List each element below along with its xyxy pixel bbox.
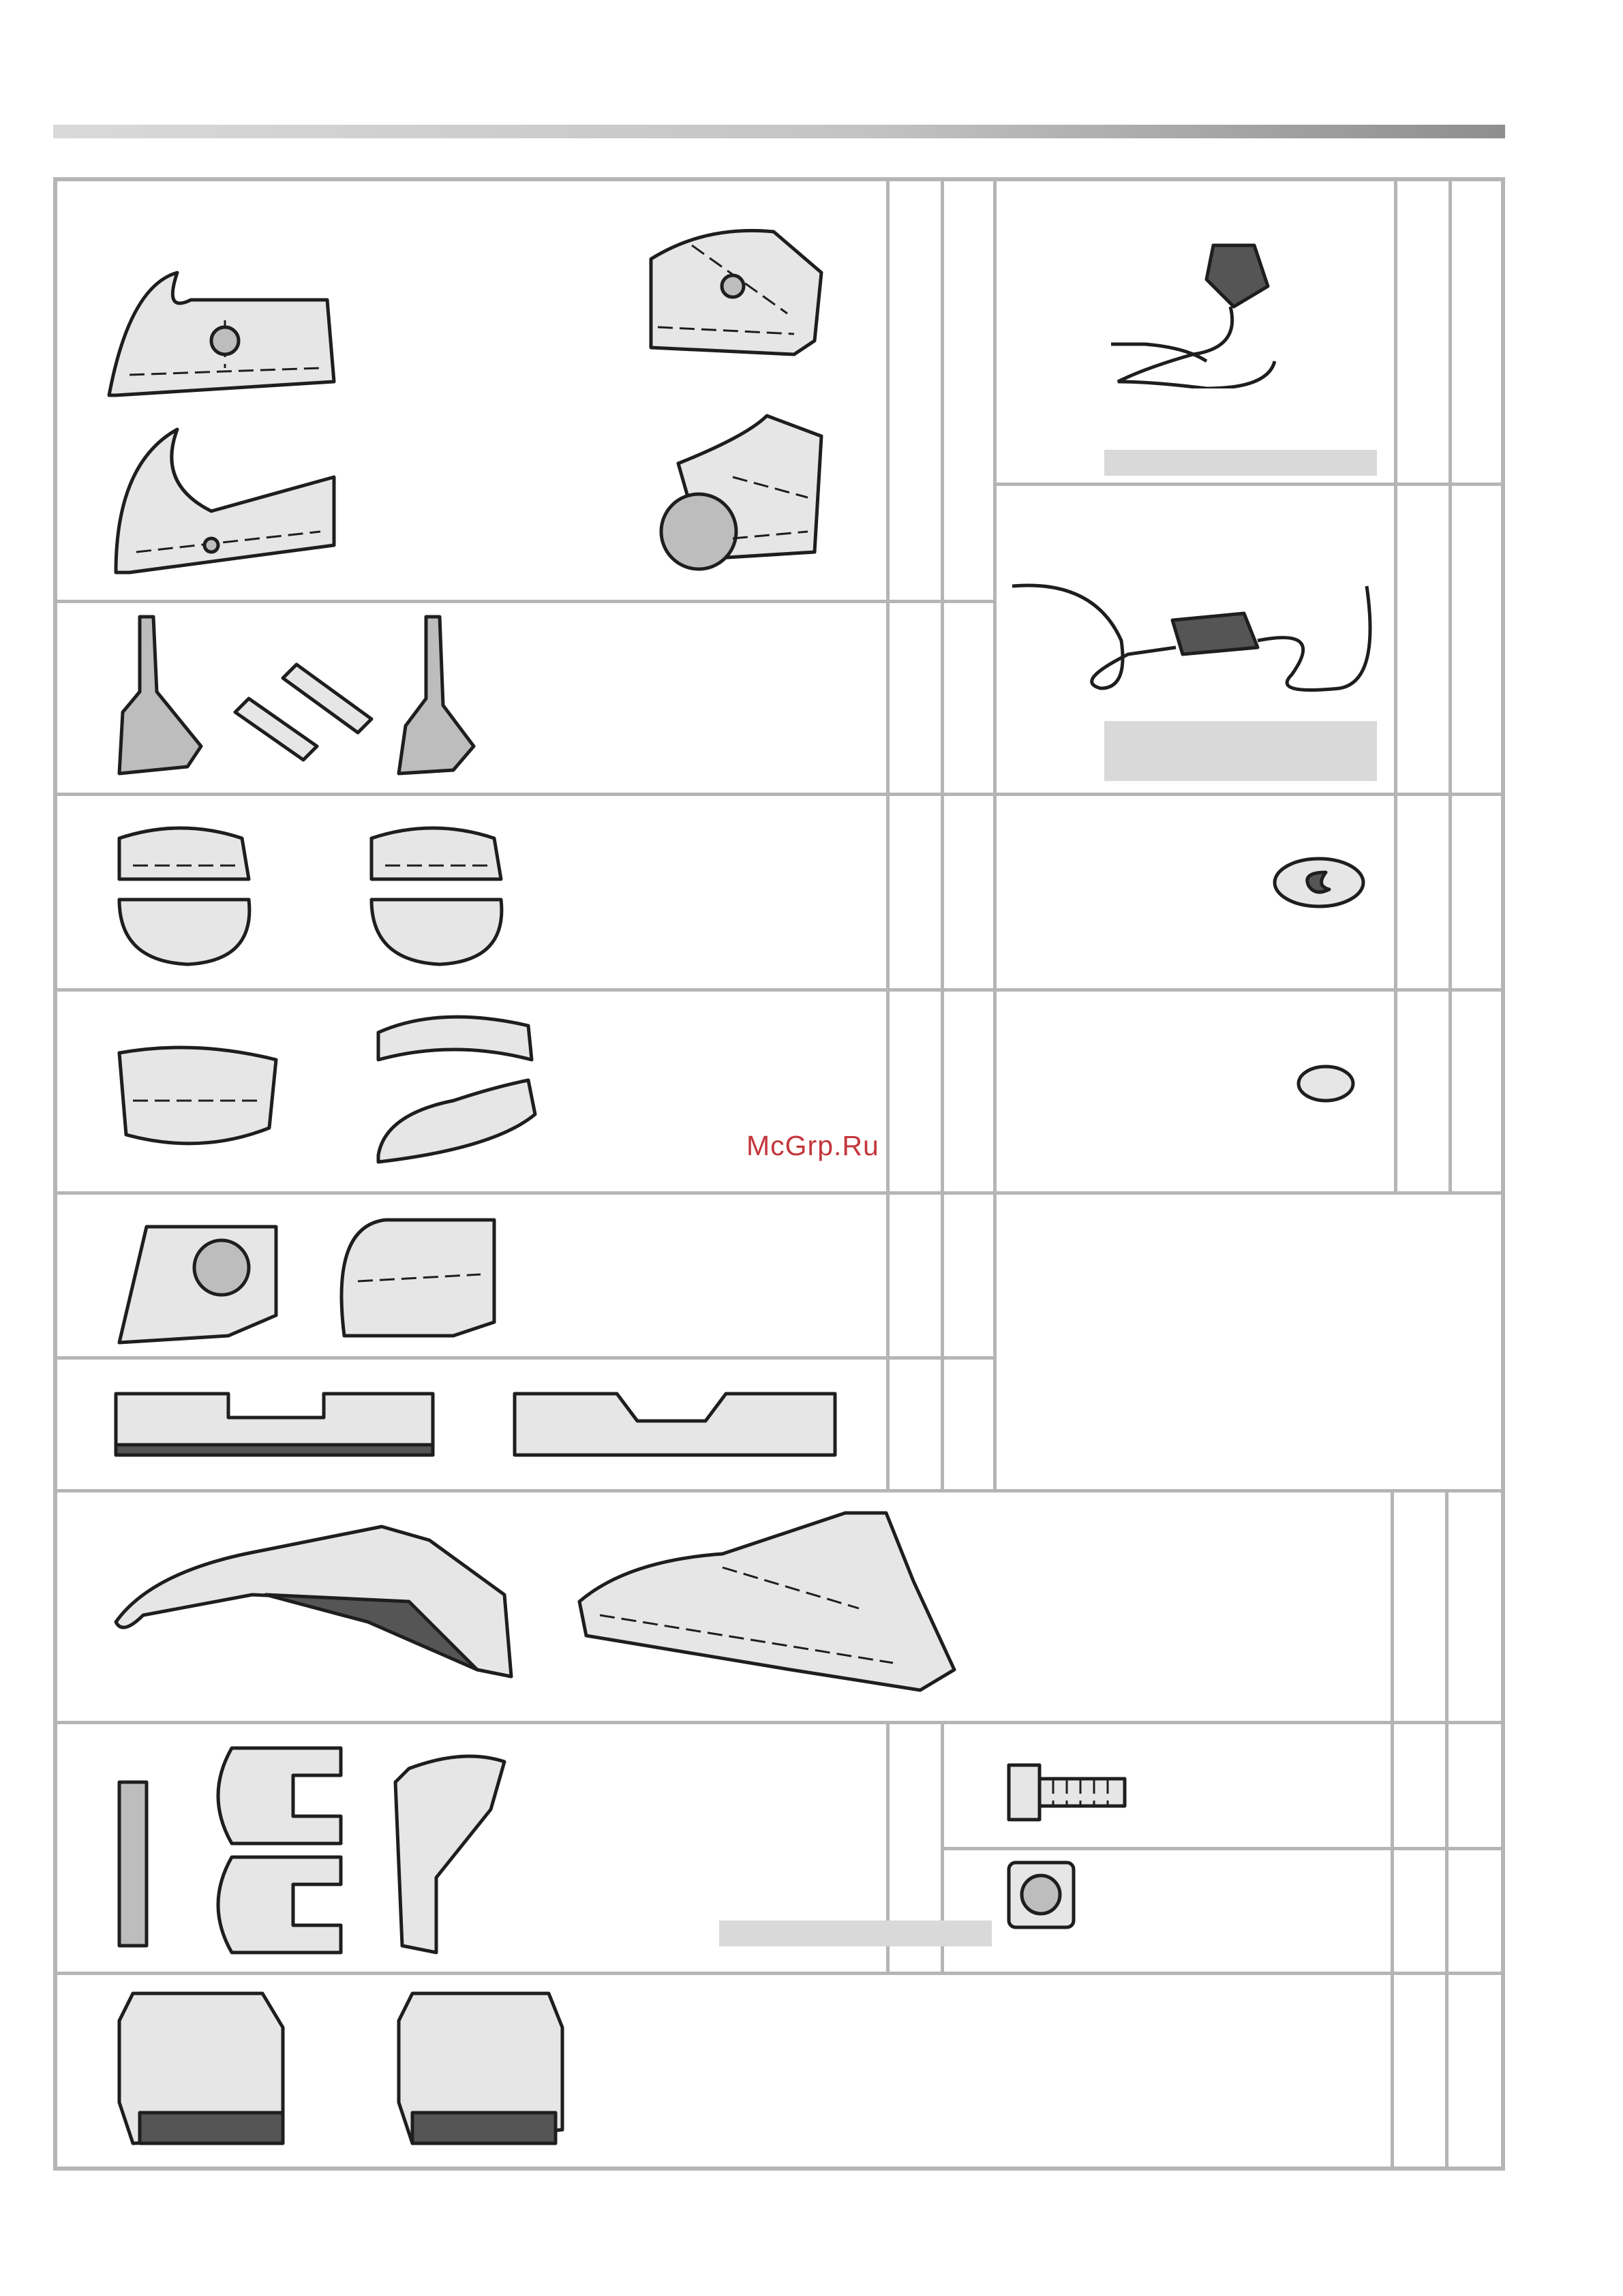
mounting-brackets-and-rods — [112, 610, 494, 780]
column-line — [993, 179, 997, 1489]
large-button-cap — [1268, 848, 1370, 917]
row-divider — [997, 793, 1503, 796]
row-divider — [55, 600, 995, 603]
row-divider — [55, 1489, 1503, 1493]
small-button-cap — [1288, 1056, 1363, 1111]
row-divider — [997, 988, 1503, 992]
rear-housing-parts — [112, 1213, 508, 1349]
row-divider — [997, 1191, 1503, 1195]
screw — [1002, 1751, 1132, 1826]
column-line — [1394, 179, 1397, 1191]
row-divider — [55, 988, 995, 992]
watermark-text: McGrp.Ru — [746, 1130, 879, 1161]
column-line — [1448, 179, 1452, 1191]
row-divider — [55, 1356, 995, 1360]
column-line — [886, 179, 890, 1489]
clip-straps-and-bottle-cage — [109, 1741, 518, 1959]
row-divider — [55, 1721, 1503, 1724]
row-divider — [944, 1847, 1503, 1850]
large-side-covers — [109, 1499, 975, 1704]
header-gradient-bar — [53, 125, 1505, 138]
front-right-cover-part — [637, 218, 849, 579]
square-nut — [1005, 1859, 1077, 1931]
row-divider — [55, 793, 995, 796]
column-line — [941, 179, 944, 1489]
column-line — [1445, 1491, 1448, 2169]
round-cover-halves — [112, 811, 521, 975]
power-adapter — [999, 579, 1380, 702]
column-line — [1391, 1491, 1394, 2169]
label-bar — [1104, 721, 1377, 781]
small-cover-halves — [112, 998, 542, 1179]
label-bar — [1104, 450, 1377, 476]
wall-charger — [1104, 232, 1295, 388]
row-divider — [55, 1191, 995, 1195]
front-left-cover-part — [102, 259, 348, 579]
end-caps — [112, 1987, 583, 2150]
label-bar — [719, 1920, 992, 1946]
row-divider — [997, 483, 1503, 486]
long-trim-strips — [112, 1387, 849, 1469]
row-divider — [55, 1972, 1503, 1975]
